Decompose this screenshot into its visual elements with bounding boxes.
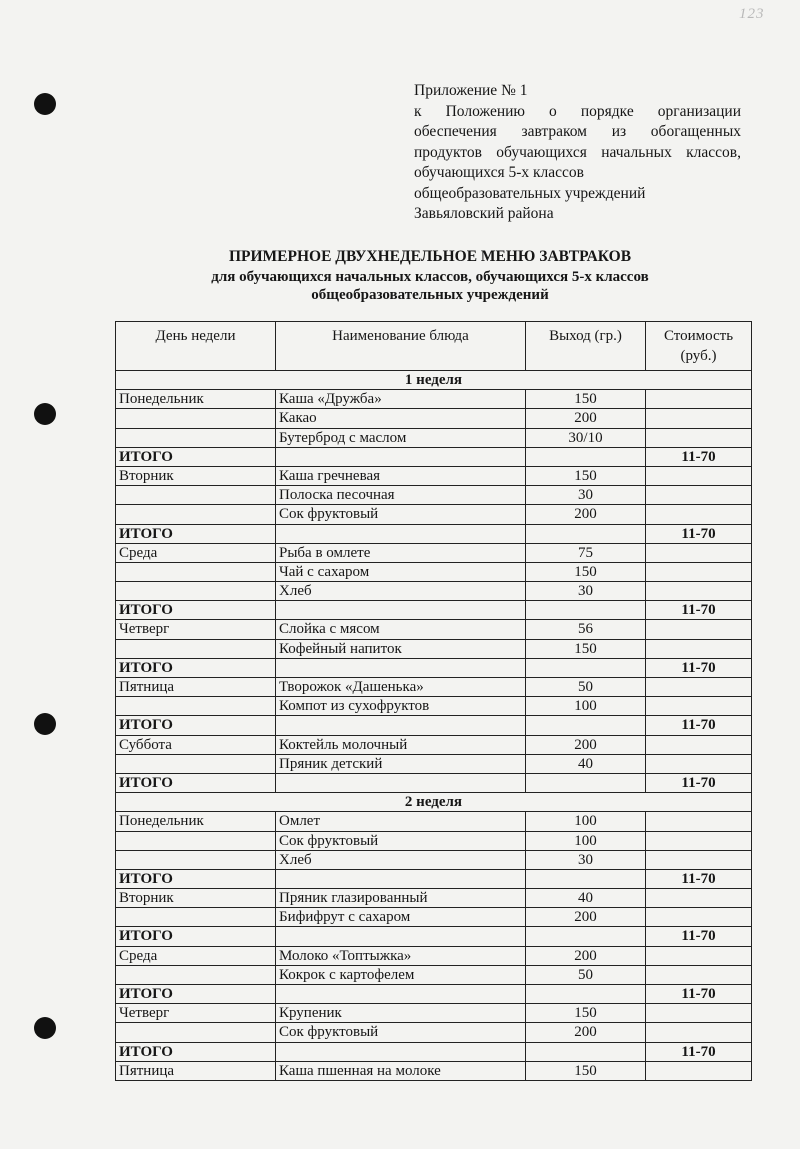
empty-cell <box>526 658 646 677</box>
appendix-line: обучающихся 5-х классов <box>414 164 584 181</box>
total-label: ИТОГО <box>116 716 276 735</box>
table-row <box>116 1023 752 1042</box>
dish-output: 56 <box>526 620 646 639</box>
dish-name: Творожок «Дашенька» <box>276 678 526 697</box>
dish-output: 40 <box>526 754 646 773</box>
header-dish: Наименование блюда <box>276 322 526 371</box>
punch-hole-4 <box>34 1017 56 1039</box>
total-label: ИТОГО <box>116 927 276 946</box>
total-row <box>116 773 752 792</box>
day-cell <box>116 505 276 524</box>
total-cost: 11-70 <box>646 716 752 735</box>
total-row <box>116 1042 752 1061</box>
week-label: 1 неделя <box>116 371 752 390</box>
empty-cell <box>276 716 526 735</box>
cost-cell <box>646 620 752 639</box>
dish-output: 150 <box>526 466 646 485</box>
total-label: ИТОГО <box>116 869 276 888</box>
dish-name: Хлеб <box>276 582 526 601</box>
empty-cell <box>526 447 646 466</box>
day-cell <box>116 697 276 716</box>
total-cost: 11-70 <box>646 658 752 677</box>
appendix-line: Приложение № 1 <box>414 82 528 99</box>
dish-name: Каша «Дружба» <box>276 390 526 409</box>
empty-cell <box>276 601 526 620</box>
day-name: Среда <box>116 946 276 965</box>
empty-cell <box>526 1042 646 1061</box>
cost-cell <box>646 466 752 485</box>
dish-name: Кокрок с картофелем <box>276 965 526 984</box>
dish-name: Крупеник <box>276 1004 526 1023</box>
punch-hole-2 <box>34 403 56 425</box>
total-row <box>116 601 752 620</box>
empty-cell <box>276 985 526 1004</box>
dish-output: 150 <box>526 1061 646 1080</box>
dish-output: 30 <box>526 582 646 601</box>
table-row <box>116 428 752 447</box>
dish-name: Какао <box>276 409 526 428</box>
table-row <box>116 908 752 927</box>
appendix-line: общеобразовательных учреждений <box>414 184 646 202</box>
table-row <box>116 1004 752 1023</box>
day-cell <box>116 486 276 505</box>
header-cost: Стоимость (руб.) <box>646 322 752 371</box>
table-row <box>116 831 752 850</box>
dish-name: Сок фруктовый <box>276 831 526 850</box>
empty-cell <box>276 1042 526 1061</box>
table-row <box>116 678 752 697</box>
cost-cell <box>646 486 752 505</box>
cost-cell <box>646 735 752 754</box>
total-cost: 11-70 <box>646 601 752 620</box>
dish-output: 200 <box>526 908 646 927</box>
punch-hole-3 <box>34 713 56 735</box>
total-label: ИТОГО <box>116 447 276 466</box>
dish-name: Слойка с мясом <box>276 620 526 639</box>
day-name: Суббота <box>116 735 276 754</box>
day-name: Четверг <box>116 1004 276 1023</box>
empty-cell <box>276 869 526 888</box>
cost-cell <box>646 505 752 524</box>
table-row <box>116 850 752 869</box>
dish-output: 50 <box>526 965 646 984</box>
cost-cell <box>646 908 752 927</box>
header-day: День недели <box>116 322 276 371</box>
cost-cell <box>646 428 752 447</box>
total-row <box>116 658 752 677</box>
cost-cell <box>646 639 752 658</box>
dish-output: 150 <box>526 639 646 658</box>
document-subtitle-2: общеобразовательных учреждений <box>311 287 549 303</box>
dish-name: Полоска песочная <box>276 486 526 505</box>
dish-name: Каша гречневая <box>276 466 526 485</box>
table-row <box>116 486 752 505</box>
dish-output: 100 <box>526 831 646 850</box>
dish-name: Рыба в омлете <box>276 543 526 562</box>
cost-cell <box>646 543 752 562</box>
dish-output: 150 <box>526 390 646 409</box>
day-name: Пятница <box>116 678 276 697</box>
dish-output: 200 <box>526 735 646 754</box>
total-row <box>116 447 752 466</box>
total-cost: 11-70 <box>646 447 752 466</box>
cost-cell <box>646 697 752 716</box>
total-cost: 11-70 <box>646 869 752 888</box>
total-row <box>116 869 752 888</box>
dish-name: Пряник глазированный <box>276 889 526 908</box>
table-row <box>116 390 752 409</box>
dish-output: 150 <box>526 562 646 581</box>
total-label: ИТОГО <box>116 658 276 677</box>
table-row <box>116 620 752 639</box>
empty-cell <box>276 658 526 677</box>
day-cell <box>116 754 276 773</box>
table-row <box>116 812 752 831</box>
dish-output: 50 <box>526 678 646 697</box>
total-row <box>116 524 752 543</box>
dish-output: 30 <box>526 486 646 505</box>
table-row <box>116 889 752 908</box>
day-name: Понедельник <box>116 812 276 831</box>
total-cost: 11-70 <box>646 1042 752 1061</box>
table-row <box>116 965 752 984</box>
cost-cell <box>646 390 752 409</box>
day-name: Вторник <box>116 889 276 908</box>
menu-table <box>115 321 752 1081</box>
empty-cell <box>526 985 646 1004</box>
cost-cell <box>646 889 752 908</box>
dish-name: Молоко «Топтыжка» <box>276 946 526 965</box>
table-row <box>116 409 752 428</box>
empty-cell <box>526 524 646 543</box>
appendix-line: обеспечения завтраком из обогащенных <box>414 123 741 140</box>
dish-name: Каша пшенная на молоке <box>276 1061 526 1080</box>
day-cell <box>116 1023 276 1042</box>
dish-output: 75 <box>526 543 646 562</box>
table-row <box>116 697 752 716</box>
appendix-line: Завьяловский района <box>414 205 554 222</box>
dish-name: Пряник детский <box>276 754 526 773</box>
dish-name: Чай с сахаром <box>276 562 526 581</box>
total-row <box>116 927 752 946</box>
dish-name: Бутерброд с маслом <box>276 428 526 447</box>
cost-cell <box>646 1061 752 1080</box>
cost-cell <box>646 812 752 831</box>
total-cost: 11-70 <box>646 773 752 792</box>
total-row <box>116 716 752 735</box>
cost-cell <box>646 965 752 984</box>
table-row <box>116 466 752 485</box>
empty-cell <box>276 927 526 946</box>
dish-output: 100 <box>526 697 646 716</box>
day-name: Пятница <box>116 1061 276 1080</box>
day-cell <box>116 850 276 869</box>
day-cell <box>116 582 276 601</box>
empty-cell <box>526 869 646 888</box>
cost-cell <box>646 831 752 850</box>
empty-cell <box>526 601 646 620</box>
day-cell <box>116 428 276 447</box>
day-name: Четверг <box>116 620 276 639</box>
table-row <box>116 505 752 524</box>
document-subtitle: для обучающихся начальных классов, обучающихся 5-х классов <box>211 269 649 285</box>
total-row <box>116 985 752 1004</box>
dish-output: 30 <box>526 850 646 869</box>
dish-name: Бифифрут с сахаром <box>276 908 526 927</box>
page-number: 123 <box>739 6 765 22</box>
total-label: ИТОГО <box>116 601 276 620</box>
table-row <box>116 735 752 754</box>
cost-cell <box>646 582 752 601</box>
cost-cell <box>646 1023 752 1042</box>
week-row <box>116 793 752 812</box>
empty-cell <box>276 773 526 792</box>
day-name: Среда <box>116 543 276 562</box>
dish-output: 200 <box>526 1023 646 1042</box>
total-cost: 11-70 <box>646 927 752 946</box>
empty-cell <box>526 773 646 792</box>
dish-output: 40 <box>526 889 646 908</box>
dish-output: 150 <box>526 1004 646 1023</box>
dish-output: 100 <box>526 812 646 831</box>
table-row <box>116 639 752 658</box>
empty-cell <box>526 927 646 946</box>
dish-name: Компот из сухофруктов <box>276 697 526 716</box>
dish-output: 30/10 <box>526 428 646 447</box>
cost-cell <box>646 562 752 581</box>
total-label: ИТОГО <box>116 524 276 543</box>
day-cell <box>116 965 276 984</box>
cost-cell <box>646 678 752 697</box>
day-name: Понедельник <box>116 390 276 409</box>
table-row <box>116 543 752 562</box>
total-label: ИТОГО <box>116 1042 276 1061</box>
table-header-row <box>116 322 752 371</box>
week-row <box>116 371 752 390</box>
table-row <box>116 1061 752 1080</box>
day-cell <box>116 562 276 581</box>
day-cell <box>116 639 276 658</box>
dish-output: 200 <box>526 409 646 428</box>
dish-name: Коктейль молочный <box>276 735 526 754</box>
table-row <box>116 562 752 581</box>
cost-cell <box>646 1004 752 1023</box>
cost-cell <box>646 754 752 773</box>
table-row <box>116 946 752 965</box>
cost-cell <box>646 409 752 428</box>
cost-cell <box>646 946 752 965</box>
empty-cell <box>276 447 526 466</box>
total-label: ИТОГО <box>116 773 276 792</box>
dish-name: Кофейный напиток <box>276 639 526 658</box>
cost-cell <box>646 850 752 869</box>
week-label: 2 неделя <box>116 793 752 812</box>
dish-name: Сок фруктовый <box>276 505 526 524</box>
dish-name: Омлет <box>276 812 526 831</box>
appendix-line: продуктов обучающихся начальных классов, <box>414 143 741 161</box>
appendix-line: к Положению о порядке организации <box>414 102 741 120</box>
day-name: Вторник <box>116 466 276 485</box>
empty-cell <box>526 716 646 735</box>
dish-output: 200 <box>526 946 646 965</box>
table-row <box>116 754 752 773</box>
total-cost: 11-70 <box>646 524 752 543</box>
day-cell <box>116 831 276 850</box>
total-cost: 11-70 <box>646 985 752 1004</box>
dish-name: Хлеб <box>276 850 526 869</box>
table-row <box>116 582 752 601</box>
dish-output: 200 <box>526 505 646 524</box>
punch-hole-1 <box>34 93 56 115</box>
day-cell <box>116 409 276 428</box>
day-cell <box>116 908 276 927</box>
dish-name: Сок фруктовый <box>276 1023 526 1042</box>
empty-cell <box>276 524 526 543</box>
header-output: Выход (гр.) <box>526 322 646 371</box>
document-title: ПРИМЕРНОЕ ДВУХНЕДЕЛЬНОЕ МЕНЮ ЗАВТРАКОВ <box>228 248 632 265</box>
total-label: ИТОГО <box>116 985 276 1004</box>
appendix-header <box>414 81 741 225</box>
